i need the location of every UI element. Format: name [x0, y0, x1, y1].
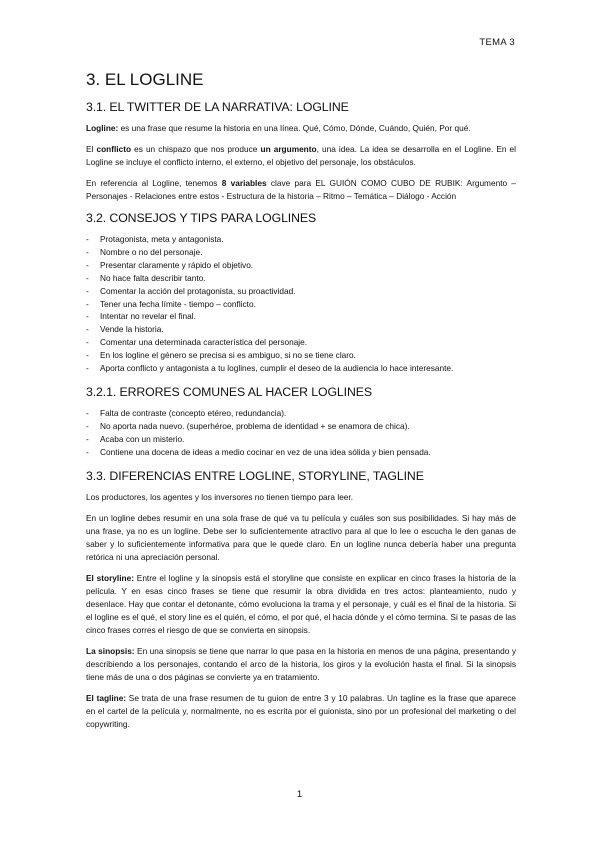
page-title: 3. EL LOGLINE	[86, 70, 204, 89]
text-run: , una idea. La idea se desarrolla en el Logline. En el Logline se incluye el conflicto interno, el externo, el objetivo del personaje, los obstáculos.	[86, 144, 517, 167]
text-run: clave para EL GUIÓN COMO CUBO DE RUBIK: Argumento – Personajes - Relaciones entre estos - Estructura de la historia – Ritmo – Temática – Diálogo - Acción	[86, 178, 517, 201]
tips-list	[86, 233, 516, 375]
storyline-label: El storyline:	[86, 572, 134, 583]
header-tema: TEMA 3	[479, 37, 515, 48]
variables-bold: 8 variables	[221, 178, 267, 188]
text-run: Entre el logline y la sinopsis está el storyline que consiste en explicar en cinco frases la historia de la película. Y en esas cinco frases se tiene que resumir la obra dividida en tres actos: planteamiento, nudo y desenlace. Hay que contar el detonante, cómo evoluciona la trama y el personaje, y cuál es el final de la historia. Si el logline es el qué, el story line es el quién, el cómo, el por qué, el hacia dónde y el cómo termina. Si te pasas de las cinco frases corres el riesgo de que se convierta en sinopsis.	[86, 572, 516, 635]
list-item: - Tener una fecha límite - tiempo – conflicto.	[86, 298, 516, 311]
argumento-bold: un argumento	[260, 144, 317, 154]
conflicto-bold: conflicto	[96, 144, 132, 154]
list-item: - Nombre o no del personaje.	[86, 246, 516, 259]
list-item: - En los logline el género se precisa si es ambiguo, si no se tiene claro.	[86, 349, 516, 362]
logline-definition	[86, 122, 516, 135]
logline-label: Logline:	[86, 123, 119, 133]
tagline-paragraph	[86, 692, 516, 731]
list-item: - Intentar no revelar el final.	[86, 310, 516, 323]
list-item: - Protagonista, meta y antagonista.	[86, 233, 516, 246]
conflicto-paragraph	[86, 143, 516, 169]
list-item: - Acaba con un misterio.	[86, 433, 516, 446]
sinopsis-paragraph	[86, 645, 516, 684]
list-item: - No hace falta describir tanto.	[86, 272, 516, 285]
tagline-label: El tagline:	[86, 692, 127, 703]
list-item: - Aporta conflicto y antagonista a tu loglines, cumplir el deseo de la audiencia lo hace interesante.	[86, 362, 516, 375]
errors-list	[86, 407, 516, 459]
variables-paragraph	[86, 177, 516, 203]
logline-text: es una frase que resume la historia en una línea. Qué, Cómo, Dónde, Cuándo, Quién, Por qué.	[118, 123, 471, 133]
productores-paragraph: Los productores, los agentes y los inversores no tienen tiempo para leer.	[86, 491, 354, 502]
text-run: El	[86, 144, 97, 154]
logline-explained-paragraph: En un logline debes resumir en una sola frase de qué va tu película y cuáles son sus posibilidades. Si hay más de una frase, ya no es un logline. Debe ser lo suficientemente atractivo para al que lo lee o escucha le den ganas de saber y lo suficientemente informativa para que le quede claro. En un logline nunca debería haber una pregunta retórica ni una apreciación personal.	[86, 512, 516, 562]
section-3-2-heading: 3.2. CONSEJOS Y TIPS PARA LOGLINES	[86, 211, 317, 225]
list-item: - Presentar claramente y rápido el objetivo.	[86, 259, 516, 272]
list-item: - Comentar una determinada característica del personaje.	[86, 336, 516, 349]
list-item: - Vende la historia.	[86, 323, 516, 336]
sinopsis-label: La sinopsis:	[86, 645, 135, 656]
list-item: - Comentar la acción del protagonista, su proactividad.	[86, 285, 516, 298]
page-number: 1	[296, 789, 303, 800]
storyline-paragraph	[86, 572, 516, 637]
text-run: Se trata de una frase resumen de tu guion de entre 3 y 10 palabras. Un tagline es la frase que aparece en el cartel de la película y, normalmente, no es escrita por el guionista, sino por un profesional del marketing o del copywriting.	[86, 692, 516, 729]
document-content	[86, 70, 516, 739]
section-3-2-1-heading: 3.2.1. ERRORES COMUNES AL HACER LOGLINES	[86, 384, 372, 399]
list-item: - No aporta nada nuevo. (superhéroe, problema de identidad + se enamora de chica).	[86, 420, 516, 433]
section-3-1-heading: 3.1. EL TWITTER DE LA NARRATIVA: LOGLINE	[86, 100, 349, 114]
text-run: En referencia al Logline, tenemos	[86, 178, 222, 188]
list-item: - Contiene una docena de ideas a medio cocinar en vez de una idea sólida y bien pensada.	[86, 446, 516, 459]
section-3-3-heading: 3.3. DIFERENCIAS ENTRE LOGLINE, STORYLINE, TAGLINE	[86, 468, 424, 483]
text-run: es un chispazo que nos produce	[131, 144, 261, 154]
text-run: En una sinopsis se tiene que narrar lo que pasa en la historia en menos de una página, presentando y describiendo a los personajes, contando el arco de la historia, los giros y la evolución hasta el final. Si la sinopsis tiene más de una o dos páginas se convierte ya en tratamiento.	[86, 645, 516, 682]
list-item: - Falta de contraste (concepto etéreo, redundancia).	[86, 407, 516, 420]
